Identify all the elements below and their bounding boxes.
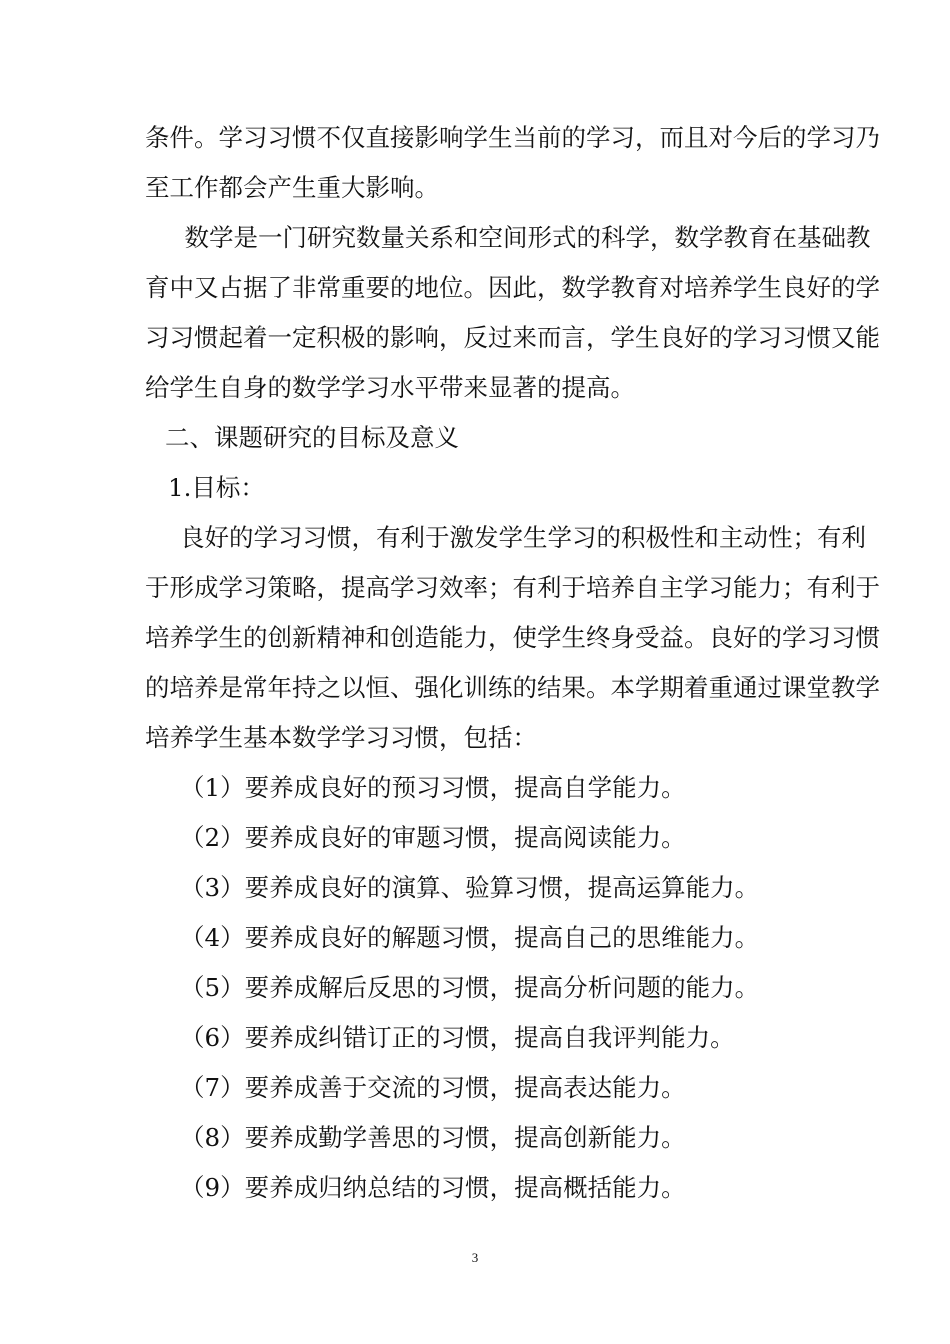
paragraph-line: 培养学生的创新精神和创造能力，使学生终身受益。良好的学习习惯 <box>145 623 880 652</box>
habit-item: （8）要养成勤学善思的习惯，提高创新能力。 <box>180 1123 686 1152</box>
paragraph-line: 习习惯起着一定积极的影响，反过来而言，学生良好的学习习惯又能 <box>145 323 880 352</box>
paragraph-line: 良好的学习习惯，有利于激发学生学习的积极性和主动性；有利 <box>180 523 866 552</box>
page-number: 3 <box>471 1250 479 1265</box>
paragraph-line: 条件。学习习惯不仅直接影响学生当前的学习，而且对今后的学习乃 <box>145 123 880 152</box>
paragraph-line: 的培养是常年持之以恒、强化训练的结果。本学期着重通过课堂教学 <box>145 673 880 702</box>
habit-item: （4）要养成良好的解题习惯，提高自己的思维能力。 <box>180 923 760 952</box>
habit-item: （9）要养成归纳总结的习惯，提高概括能力。 <box>180 1173 686 1202</box>
paragraph-line: 育中又占据了非常重要的地位。因此，数学教育对培养学生良好的学 <box>145 273 880 302</box>
habit-item: （7）要养成善于交流的习惯，提高表达能力。 <box>180 1073 686 1102</box>
habit-item: （2）要养成良好的审题习惯，提高阅读能力。 <box>180 823 686 852</box>
section-heading: 二、课题研究的目标及意义 <box>165 423 459 452</box>
habit-item: （1）要养成良好的预习习惯，提高自学能力。 <box>180 773 686 802</box>
paragraph-line: 给学生自身的数学学习水平带来显著的提高。 <box>145 373 635 402</box>
paragraph-line: 数学是一门研究数量关系和空间形式的科学，数学教育在基础教 <box>160 223 871 252</box>
paragraph-line: 至工作都会产生重大影响。 <box>145 173 439 202</box>
habit-item: （3）要养成良好的演算、验算习惯，提高运算能力。 <box>180 873 760 902</box>
subheading: 1.目标： <box>168 473 265 502</box>
paragraph-line: 培养学生基本数学学习习惯，包括： <box>145 723 537 752</box>
habit-item: （6）要养成纠错订正的习惯，提高自我评判能力。 <box>180 1023 735 1052</box>
habit-item: （5）要养成解后反思的习惯，提高分析问题的能力。 <box>180 973 760 1002</box>
paragraph-line: 于形成学习策略，提高学习效率；有利于培养自主学习能力；有利于 <box>145 573 880 602</box>
